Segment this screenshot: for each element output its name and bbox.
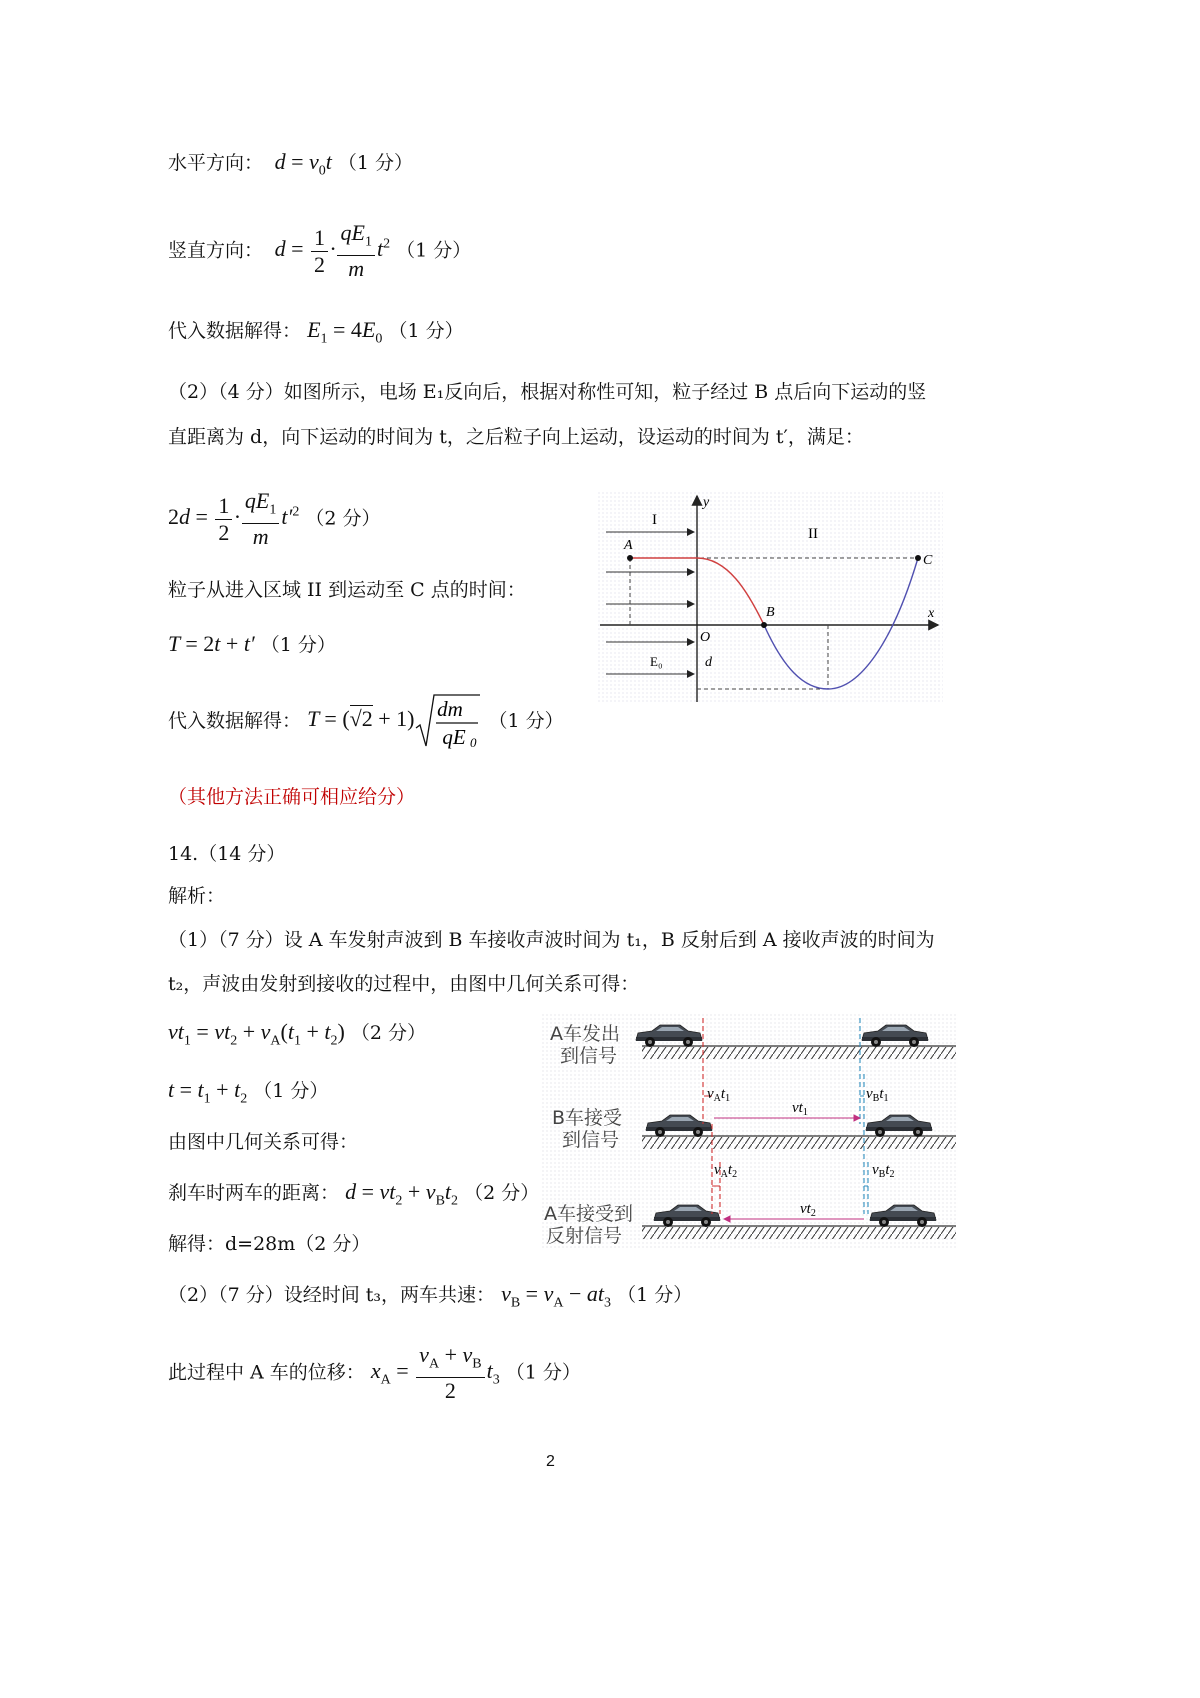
t-result-formula: T = (√2 + 1) dm qE 0 — [307, 706, 482, 731]
vertical-score: （1 分） — [396, 239, 472, 262]
vt1-formula: $vt_1 = vt_2 + v_A(t_1 + t_2)$ — [168, 1019, 345, 1049]
row3-label-1: A车接受到 — [544, 1203, 633, 1225]
row1-label-2: 到信号 — [560, 1045, 618, 1067]
t-result-score: （1 分） — [488, 710, 564, 732]
label-e0: E₀ — [650, 654, 663, 669]
solve-d-line: 解得：d=28m（2 分） — [168, 1233, 371, 1255]
vertical-eq-line — [168, 220, 471, 282]
t-result-line — [168, 692, 564, 752]
page-number: 2 — [546, 1453, 555, 1470]
brake-distance-label: 刹车时两车的距离： — [168, 1182, 340, 1204]
displacement-line — [168, 1342, 581, 1404]
t-total-score: （1 分） — [253, 1080, 329, 1102]
row3-label-2: 反射信号 — [546, 1225, 623, 1247]
label-d: d — [705, 655, 712, 670]
svg-text:0: 0 — [470, 735, 477, 750]
brake-distance-line — [168, 1180, 539, 1213]
e1-formula: $E_1 = 4E_0$ — [307, 317, 383, 347]
displacement-label: 此过程中 A 车的位移： — [168, 1361, 365, 1384]
horizontal-formula: $d = v_0t$ — [269, 149, 332, 179]
part2-line2: 直距离为 d，向下运动的时间为 t，之后粒子向上运动，设运动的时间为 t′，满足： — [168, 426, 864, 448]
label-vb-t1: $v_Bt_1$ — [866, 1086, 889, 1104]
row1-label-1: A车发出 — [550, 1023, 620, 1045]
horizontal-label: 水平方向： — [168, 152, 264, 174]
common-speed-formula: $v_B = v_A - at_3$ — [501, 1281, 612, 1311]
brake-distance-formula: $d = vt_2 + v_Bt_2$ — [345, 1179, 459, 1209]
label-c: C — [923, 553, 933, 568]
svg-text:dm: dm — [437, 697, 464, 721]
row2-label-1: B车接受 — [552, 1107, 623, 1129]
displacement-formula: $x_A$ = $\frac{v_A + v_B}{2}$ $t_3$ — [370, 1342, 500, 1404]
horizontal-score: （1 分） — [337, 152, 414, 174]
label-o: O — [700, 630, 711, 645]
vt1-score: （2 分） — [350, 1022, 427, 1044]
particle-trajectory-figure — [598, 492, 943, 704]
e1-score: （1 分） — [388, 320, 464, 342]
label-vt1: $vt_1$ — [792, 1100, 808, 1118]
point-c — [915, 555, 921, 561]
t-sum-line — [168, 632, 336, 657]
svg-text:qE: qE — [442, 725, 467, 749]
region-2-label: II — [808, 526, 818, 542]
part2-line1: （2）（4 分）如图所示，电场 E₁反向后，根据对称性可知，粒子经过 B 点后向下运动的竖 — [168, 381, 927, 403]
t-sum-score: （1 分） — [260, 634, 336, 656]
y-axis-label: y — [703, 495, 710, 510]
twod-eq-line — [168, 488, 381, 550]
point-b — [761, 622, 767, 628]
twod-formula: 2d = $\frac{1}{2}$ · $\frac{qE_1}{m}$ $t'^2$ — [168, 488, 300, 550]
enter-region-line: 粒子从进入区域 II 到运动至 C 点的时间： — [168, 579, 526, 601]
sound-wave-cars-figure — [542, 1014, 958, 1250]
q14-p1-line2: t₂，声波由发射到接收的过程中，由图中几何关系可得： — [168, 973, 640, 995]
vt1-eq-line — [168, 1020, 426, 1053]
label-b: B — [766, 605, 775, 620]
geometry-line: 由图中几何关系可得： — [168, 1131, 359, 1153]
label-va-t1: $v_At_1$ — [707, 1086, 731, 1104]
point-a — [627, 555, 633, 561]
displacement-score: （1 分） — [505, 1361, 581, 1384]
t-total-line — [168, 1078, 328, 1111]
region-1-label: I — [652, 512, 657, 528]
e1-result-line — [168, 318, 464, 351]
analysis-label: 解析： — [168, 885, 226, 907]
brake-distance-score: （2 分） — [464, 1182, 540, 1204]
twod-score: （2 分） — [305, 507, 381, 530]
q14-p1-line1: （1）（7 分）设 A 车发射声波到 B 车接收声波时间为 t₁，B 反射后到 A 接收声波的时间为 — [168, 929, 935, 951]
row2-label-2: 到信号 — [562, 1129, 620, 1151]
horizontal-eq-line — [168, 150, 413, 183]
t-total-formula: $t = t_1 + t_2$ — [168, 1077, 248, 1107]
q14-p2-text: （2）（7 分）设经时间 t₃，两车共速： — [168, 1284, 496, 1306]
substitute-label-2: 代入数据解得： — [168, 710, 302, 732]
t-sum-formula: T = 2t + t′ — [168, 631, 255, 656]
q14-heading: 14.（14 分） — [168, 843, 286, 865]
common-speed-score: （1 分） — [617, 1284, 693, 1306]
label-vt2: $vt_2$ — [800, 1201, 816, 1219]
label-vb-t2: $v_Bt_2$ — [872, 1162, 895, 1180]
label-a: A — [624, 538, 633, 553]
vertical-label: 竖直方向： — [168, 239, 264, 262]
other-method-note: （其他方法正确可相应给分） — [168, 786, 416, 808]
substitute-label: 代入数据解得： — [168, 320, 302, 342]
x-axis-label: x — [928, 606, 935, 621]
vertical-formula: d = $\frac{1}{2}$ · $\frac{qE_1}{m}$ $t^2$ — [269, 220, 391, 282]
label-va-t2: $v_At_2$ — [714, 1162, 738, 1180]
q14-p2-line — [168, 1282, 692, 1315]
figure1-background — [598, 492, 943, 704]
